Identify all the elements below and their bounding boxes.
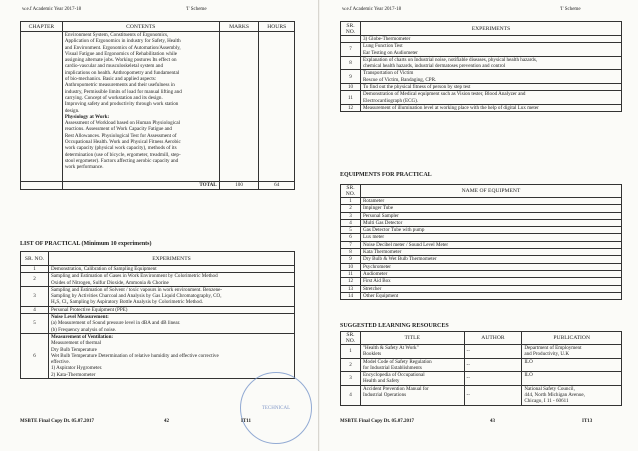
- text-line: 3) Globe-Thermometer: [362, 36, 411, 42]
- sr-no: 8: [341, 56, 361, 70]
- resource-publication: [522, 385, 622, 405]
- text-line: National Safety Council,: [524, 385, 575, 392]
- sr-no-header: SR. NO.: [341, 332, 361, 345]
- experiment-cell: [48, 314, 294, 334]
- sr-no: 12: [341, 278, 361, 285]
- practical-list-title: LIST OF PRACTICAL (Minimum 10 experiments): [20, 241, 152, 247]
- text-line: Encyclopedia of Occupational: [362, 372, 425, 379]
- resource-author: --: [464, 345, 522, 359]
- sr-no: 5: [341, 227, 361, 234]
- resource-publication: [522, 372, 622, 386]
- equipment-section-title: EQUIPMENTS FOR PRACTICAL: [340, 172, 432, 178]
- official-stamp-seal: [240, 372, 312, 444]
- footer-course-code: IT13: [582, 419, 593, 424]
- equipment-row: [341, 234, 622, 241]
- resource-author: --: [464, 358, 522, 372]
- experiment-row: [341, 56, 622, 70]
- text-line: Anthropometric measurements and their usefulness in: [64, 82, 175, 89]
- author-header: AUTHOR: [464, 332, 522, 345]
- text-line: H₂S, Cl₂ Sampling by Aspiratory Bottle Analysis by Colorimetric Method.: [50, 299, 203, 306]
- equipment-row: [341, 256, 622, 263]
- equipment-name: Noise Decibel meter / Sound Level Meter: [360, 241, 621, 248]
- ventilation-heading: Measurement of Ventilation:: [50, 333, 114, 340]
- text-line: carrying. Concept of workstation and its design.: [64, 94, 163, 101]
- equipment-name: Personal Sampler: [360, 212, 621, 219]
- equipment-name: First Aid Box: [360, 278, 621, 285]
- experiment-row: [341, 36, 622, 43]
- sr-no-header: SR. NO.: [341, 185, 361, 198]
- text-line: of bio-mechanics. Basic and applied aspects:: [64, 76, 157, 83]
- sr-no: 2: [21, 273, 49, 287]
- sr-no: 11: [341, 270, 361, 277]
- equipment-row: [341, 278, 622, 285]
- experiment-cell: [360, 84, 621, 91]
- text-line: Visual Fatigue and Ergonomics of Rehabilitation while: [64, 50, 178, 57]
- sr-no-header: SR. NO.: [21, 252, 49, 266]
- experiment-row: [341, 91, 622, 105]
- text-line: Accident Prevention Manual for: [362, 385, 429, 392]
- footer-page-number: 42: [164, 419, 169, 424]
- resource-row: [341, 385, 622, 405]
- text-line: ILO: [524, 358, 533, 365]
- sr-no: 10: [341, 84, 361, 91]
- text-line: Explanation of charts on Industrial noise, notifiable diseases, physical health hazards,: [362, 56, 538, 63]
- text-line: Personal Protective Equipment (PPE): [50, 306, 128, 313]
- contents-text: [65, 32, 217, 114]
- sr-no: 6: [21, 333, 49, 378]
- sr-no: 3: [341, 212, 361, 219]
- text-line: for Industrial Establishments: [362, 364, 422, 371]
- sr-no: [341, 36, 361, 43]
- sr-no: 1: [21, 266, 49, 273]
- text-line: Oxides of Nitrogen, Sulfur Dioxide, Ammonia & Chorine: [50, 279, 169, 286]
- footer-course-code: IT11: [241, 419, 252, 424]
- equipment-name: Impinger Tube: [360, 205, 621, 212]
- noise-heading: Noise Level Measurement:: [50, 314, 109, 321]
- equipment-row: [341, 212, 622, 219]
- experiment-row: [341, 84, 622, 91]
- resource-row: [341, 372, 622, 386]
- sr-no: 1: [341, 198, 361, 205]
- sr-no: 4: [341, 219, 361, 226]
- text-line: Application of Ergonomics in industry for Safety, Health: [64, 38, 181, 45]
- experiment-cell: [48, 266, 294, 273]
- text-line: determination (use of bicycle, ergometer, treadmill, step-: [64, 151, 181, 158]
- experiment-cell: [48, 333, 294, 378]
- text-line: Sampling and Estimation of Gases in Work Environment by Colorimetric Method: [50, 273, 218, 280]
- total-label: TOTAL: [62, 182, 219, 190]
- equipment-row: [341, 292, 622, 299]
- equipment-row: [341, 205, 622, 212]
- text-line: "Health & Safety At Work": [362, 345, 419, 351]
- footer-copy-date: MSBTE Final Copy Dt. 05.07.2017: [20, 419, 95, 424]
- left-experiments-table: [20, 251, 295, 379]
- sr-no: 9: [341, 256, 361, 263]
- header-scheme: 'I' Scheme: [186, 7, 207, 12]
- chapter-cell: [21, 32, 63, 182]
- text-line: Wet Bulb Temperature Determination of relative humidity and effective corrective: [50, 352, 219, 359]
- header-scheme: 'I' Scheme: [560, 7, 581, 12]
- equipment-name: Multi Gas Detector: [360, 219, 621, 226]
- header-academic-year: w.e.f Academic Year 2017-18: [22, 7, 82, 12]
- equipment-name: Dry Bulb & Wet Bulb Thermometer: [360, 256, 621, 263]
- contents-cell: [62, 32, 219, 182]
- resource-title: [360, 385, 464, 405]
- equipment-row: [341, 285, 622, 292]
- resource-author: --: [464, 385, 522, 405]
- resource-title: [360, 358, 464, 372]
- equipment-row: [341, 249, 622, 256]
- sr-no: 7: [341, 241, 361, 248]
- sr-no: 2: [341, 358, 361, 372]
- text-line: chemical health hazards, industrial dermatoses prevention and control: [362, 63, 506, 70]
- equipment-name: Gas Detector Tube with pump: [360, 227, 621, 234]
- footer-copy-date: MSBTE Final Copy Dt. 05.07.2017: [340, 419, 415, 424]
- sr-no: 14: [341, 292, 361, 299]
- text-line: 2) Kata-Thermometer: [50, 371, 96, 378]
- equipment-name: Other Equipment: [360, 292, 621, 299]
- equipment-name: Rotameter: [360, 198, 621, 205]
- text-line: Demonstration, Calibration of Sampling Equipment: [50, 266, 157, 272]
- total-marks: 100: [219, 182, 259, 190]
- hours-cell: [259, 32, 295, 182]
- footer-page-number: 43: [490, 419, 495, 424]
- text-line: Booklets: [362, 351, 382, 358]
- text-line: design.: [64, 107, 80, 114]
- text-line: Sampling by Activities Charcoal and Analysis by Gas Liquid Chromatography, CO,: [50, 293, 222, 300]
- text-line: and Environment. Ergonomics of Automation/Assembly,: [64, 44, 181, 51]
- equipment-name: Psychrometer: [360, 263, 621, 270]
- resources-table: [340, 331, 622, 406]
- resource-title: [360, 345, 464, 359]
- col-chapter-header: CHAPTER: [21, 22, 63, 32]
- text-line: Lung Function Test: [362, 43, 403, 50]
- physiology-text: [65, 120, 217, 170]
- text-line: Improving safety and productivity through work station: [64, 101, 179, 108]
- experiment-row: [21, 286, 295, 306]
- resource-publication: [522, 345, 622, 359]
- experiment-row: [21, 266, 295, 273]
- title-header: TITLE: [360, 332, 464, 345]
- text-line: Dry Bulb Temperature: [50, 346, 97, 353]
- text-line: Transportation of Victim: [362, 70, 414, 77]
- text-line: effective.: [50, 359, 70, 366]
- experiment-cell: [360, 36, 621, 43]
- experiment-row: [341, 70, 622, 84]
- resource-publication: [522, 358, 622, 372]
- physiology-heading: Physiology at Work:: [64, 113, 110, 120]
- text-line: ILO: [524, 372, 533, 379]
- equipment-row: [341, 227, 622, 234]
- text-line: Electrocardiograph (ECG).: [362, 97, 419, 104]
- text-line: Environment System, Constituents of Ergonomics,: [64, 32, 169, 38]
- text-line: To find out the physical fitness of person by step test: [362, 84, 471, 91]
- equipment-name: Audiometer: [360, 270, 621, 277]
- sr-no: 12: [341, 104, 361, 111]
- marks-cell: [219, 32, 259, 182]
- experiment-cell: [48, 286, 294, 306]
- equipment-row: [341, 263, 622, 270]
- text-line: Demonstration of Medical equipment such as Vision tester, Blood Analyzer and: [362, 91, 526, 98]
- sr-no: 3: [341, 372, 361, 386]
- text-line: reactions. Assessment of Work Capacity Fatigue and: [64, 126, 172, 133]
- experiment-cell: [360, 91, 621, 105]
- text-line: work performance.: [64, 164, 104, 171]
- sr-no: 4: [341, 385, 361, 405]
- text-line: Assessment of Workload based on Human Physiological: [64, 120, 181, 127]
- sr-no-header: SR. NO.: [341, 22, 361, 36]
- publication-header: PUBLICATION: [522, 332, 622, 345]
- text-line: assigning alternate jobs. Working postures Its effect on: [64, 57, 177, 64]
- experiments-header: EXPERIMENTS: [48, 252, 294, 266]
- right-page: [320, 0, 638, 451]
- col-marks-header: MARKS: [219, 22, 259, 32]
- text-line: implications on health. Anthropometry and fundamental: [64, 69, 180, 76]
- text-line: cardio-vascular and musculoskeletal system and: [64, 63, 163, 70]
- experiment-row: [21, 306, 295, 313]
- experiment-cell: [360, 70, 621, 84]
- text-line: Model Code of Safety Regulation: [362, 358, 432, 365]
- equipment-table: [340, 184, 622, 300]
- equipment-name: Stretcher: [360, 285, 621, 292]
- experiment-row: [341, 43, 622, 57]
- text-line: Rest Allowances. Physiological Test for Assessment of: [64, 132, 177, 139]
- sr-no: 7: [341, 43, 361, 57]
- col-contents-header: CONTENTS: [62, 22, 219, 32]
- sr-no: 4: [21, 306, 49, 313]
- resource-row: [341, 358, 622, 372]
- text-line: Measurement of illumination level at working place with the help of digital Lux meter: [362, 104, 539, 111]
- experiment-cell: [48, 306, 294, 313]
- sr-no: 2: [341, 205, 361, 212]
- sr-no: 8: [341, 249, 361, 256]
- experiment-cell: [360, 104, 621, 111]
- sr-no: 13: [341, 285, 361, 292]
- text-line: Rescue of Victim, Bandaging, CPR.: [362, 76, 437, 83]
- text-line: Occupational Health. Work and Physical Fitness Aerobic: [64, 139, 181, 146]
- equipment-name: Kata Thermometer: [360, 249, 621, 256]
- text-line: industry, Permissible limits of load for manual lifting and: [64, 88, 182, 95]
- text-line: Health and Safety: [362, 378, 400, 385]
- experiment-row: [21, 273, 295, 287]
- text-line: work capacity (physical work capacity), methods of its: [64, 145, 177, 152]
- resource-row: [341, 345, 622, 359]
- text-line: Department of Employment: [524, 345, 582, 351]
- sr-no: 6: [341, 234, 361, 241]
- experiment-cell: [360, 56, 621, 70]
- experiments-header: EXPERIMENTS: [360, 22, 621, 36]
- text-line: (a) Measurement of Sound pressure level in dBA and dB linear.: [50, 320, 181, 327]
- sr-no: 10: [341, 263, 361, 270]
- experiment-cell: [360, 43, 621, 57]
- equipment-row: [341, 219, 622, 226]
- sr-no: 9: [341, 70, 361, 84]
- equipment-row: [341, 241, 622, 248]
- equipment-name: Lux meter: [360, 234, 621, 241]
- text-line: Ear Testing on Audiometer: [362, 49, 418, 56]
- experiment-row: [341, 104, 622, 111]
- resources-section-title: SUGGESTED LEARNING RESOURCES: [340, 323, 449, 329]
- text-line: 1) Aspirator Hygrometer.: [50, 365, 103, 372]
- resource-title: [360, 372, 464, 386]
- sr-no: 1: [341, 345, 361, 359]
- text-line: stool ergometer). Factors affecting aerobic capacity and: [64, 157, 179, 164]
- text-line: Industrial Operations: [362, 392, 407, 399]
- content-table: [20, 21, 295, 190]
- sr-no: 3: [21, 286, 49, 306]
- stamp-text: TECHNICAL: [261, 405, 291, 411]
- equipment-row: [341, 270, 622, 277]
- equipment-row: [341, 198, 622, 205]
- resource-author: --: [464, 372, 522, 386]
- text-line: and Productivity, U.K: [524, 351, 570, 358]
- sr-no: 5: [21, 314, 49, 334]
- text-line: (b) Frequency analysis of noise.: [50, 326, 117, 333]
- text-line: Sampling and Estimation of Solvent / toxic vapours in work environment. Benzene-: [50, 286, 223, 293]
- col-hours-header: HOURS: [259, 22, 295, 32]
- equipment-name-header: NAME OF EQUIPMENT: [360, 185, 621, 198]
- total-hours: 64: [259, 182, 295, 190]
- experiment-cell: [48, 273, 294, 287]
- header-academic-year: w.e.f Academic Year 2017-18: [342, 7, 402, 12]
- text-line: Chicago, I 11 - 60611: [524, 398, 569, 405]
- right-experiments-table: [340, 21, 622, 112]
- text-line: Measurement of thermal: [50, 340, 102, 347]
- text-line: 444, North Michigan Avenue,: [524, 392, 585, 399]
- sr-no: 11: [341, 91, 361, 105]
